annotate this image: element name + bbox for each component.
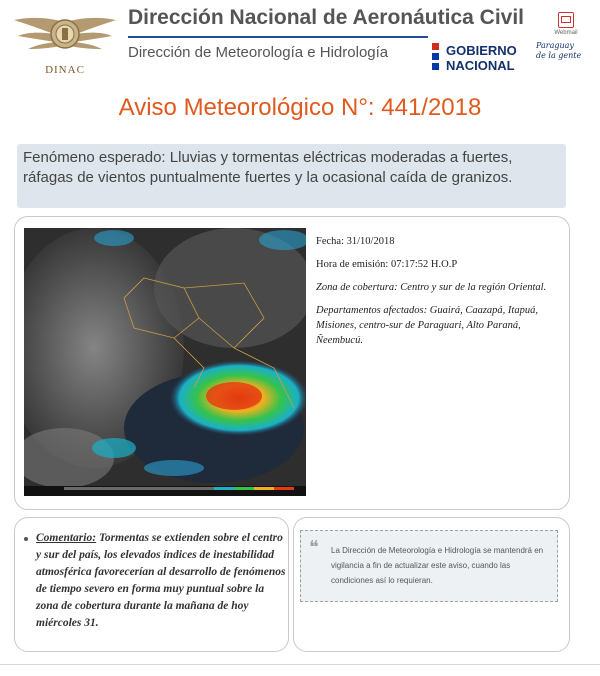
- gobierno-nacional-logo[interactable]: [432, 43, 582, 79]
- comment-body: Tormentas se extienden sobre el centro y sur del país, los elevados índices de inestabilidad atmosférica favorecerían al desarrollo de fenómenos de tiempo severo en forma muy puntual sobre la zona de cobertura durante la mañana de hoy miércoles 31.: [36, 532, 286, 629]
- logo-text: DINAC: [45, 64, 85, 76]
- fenomeno-box: Fenómeno esperado: Lluvias y tormentas eléctricas moderadas a fuertes, ráfagas de vientos puntualmente fuertes y la ocasional caída de granizos.: [17, 144, 566, 208]
- org-title: Dirección Nacional de Aeronáutica Civil: [128, 6, 525, 29]
- title-underline: [128, 36, 428, 38]
- zona-cobertura: Zona de cobertura: Centro y sur de la región Oriental.: [316, 282, 547, 293]
- gobierno-line2: NACIONAL: [446, 58, 515, 73]
- satellite-image[interactable]: [24, 228, 306, 496]
- comment-label: Comentario:: [36, 532, 97, 544]
- dinac-logo[interactable]: [10, 10, 120, 80]
- webmail-label: Webmail: [554, 30, 578, 36]
- comment-text: [36, 530, 286, 632]
- winged-emblem-icon: [10, 10, 120, 64]
- bottom-divider: [0, 664, 600, 665]
- fecha: Fecha: 31/10/2018: [316, 236, 395, 247]
- aviso-title: Aviso Meteorológico N°: 441/2018: [118, 94, 482, 121]
- notice-text: La Dirección de Meteorología e Hidrología se mantendrá en vigilancia a fin de actualizar este aviso, cuando las condiciones así lo requieran.: [331, 546, 544, 585]
- notice-box: [300, 530, 558, 602]
- page-header: [0, 0, 600, 90]
- gobierno-slogan-line2: de la gente: [536, 51, 582, 60]
- webmail-link[interactable]: [546, 12, 586, 36]
- bullet-icon: [24, 537, 28, 541]
- org-subtitle: Dirección de Meteorología e Hidrología: [128, 44, 389, 61]
- gobierno-slogan: [536, 41, 581, 61]
- gobierno-text: [446, 43, 517, 73]
- hora-emision: Hora de emisión: 07:17:52 H.O.P: [316, 259, 458, 270]
- gobierno-line1: GOBIERNO: [446, 43, 517, 58]
- departamentos-afectados: Departamentos afectados: Guairá, Caazapá, Itapuá, Misiones, centro-sur de Paraguari, Alto Paraná, Ñeembucú.: [316, 305, 538, 346]
- info-panel: [316, 234, 562, 356]
- mail-icon: [558, 12, 574, 28]
- quote-icon: ❝: [309, 537, 319, 558]
- gobierno-slogan-line1: Paraguay: [536, 41, 574, 50]
